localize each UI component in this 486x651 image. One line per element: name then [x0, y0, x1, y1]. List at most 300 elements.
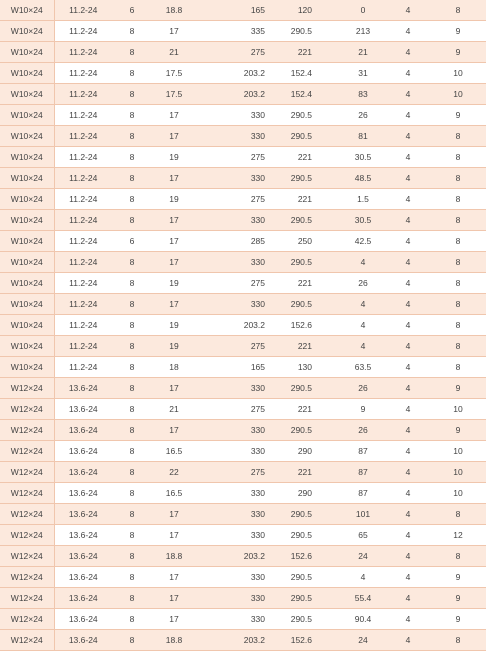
- table-cell: W12×24: [0, 462, 54, 483]
- table-cell: 87: [340, 462, 386, 483]
- table-cell: 8: [112, 546, 152, 567]
- table-row: [0, 231, 486, 252]
- table-cell: 19: [152, 315, 196, 336]
- table-cell: 221: [274, 147, 340, 168]
- table-cell: W10×24: [0, 105, 54, 126]
- table-cell: 21: [340, 42, 386, 63]
- table-cell: 63.5: [340, 357, 386, 378]
- table-cell: W12×24: [0, 378, 54, 399]
- table-cell: W12×24: [0, 441, 54, 462]
- table-row: [0, 210, 486, 231]
- table-cell: W10×24: [0, 168, 54, 189]
- table-cell: 275: [196, 336, 274, 357]
- table-cell: 290.5: [274, 609, 340, 630]
- table-row: [0, 189, 486, 210]
- table-cell: 8: [112, 609, 152, 630]
- table-cell: 8: [112, 315, 152, 336]
- table-cell: 8: [112, 42, 152, 63]
- table-cell: 55.4: [340, 588, 386, 609]
- table-cell: 13.6-24: [54, 420, 112, 441]
- table-cell: 21: [152, 42, 196, 63]
- table-cell: 22: [152, 462, 196, 483]
- table-cell: 152.4: [274, 84, 340, 105]
- table-cell: W10×24: [0, 63, 54, 84]
- table-cell: 0: [340, 0, 386, 21]
- table-cell: 8: [112, 567, 152, 588]
- table-cell: 11.2-24: [54, 105, 112, 126]
- table-cell: 290.5: [274, 588, 340, 609]
- table-row: [0, 336, 486, 357]
- table-cell: 4: [386, 210, 430, 231]
- table-cell: 8: [112, 294, 152, 315]
- table-cell: 221: [274, 336, 340, 357]
- table-cell: 4: [386, 483, 430, 504]
- table-cell: 8: [430, 273, 486, 294]
- table-cell: 4: [386, 567, 430, 588]
- table-cell: 8: [112, 378, 152, 399]
- table-cell: 4: [386, 21, 430, 42]
- table-cell: 1.5: [340, 189, 386, 210]
- table-cell: 48.5: [340, 168, 386, 189]
- table-cell: 17: [152, 567, 196, 588]
- table-row: [0, 63, 486, 84]
- table-cell: 6: [112, 231, 152, 252]
- table-row: [0, 273, 486, 294]
- table-cell: 11.2-24: [54, 336, 112, 357]
- table-cell: 9: [430, 21, 486, 42]
- table-cell: 203.2: [196, 63, 274, 84]
- table-cell: 8: [112, 189, 152, 210]
- table-cell: 330: [196, 294, 274, 315]
- table-row: [0, 126, 486, 147]
- table-cell: 120: [274, 0, 340, 21]
- table-cell: 8: [112, 336, 152, 357]
- table-cell: 30.5: [340, 147, 386, 168]
- table-row: [0, 399, 486, 420]
- table-cell: 13.6-24: [54, 546, 112, 567]
- table-cell: W10×24: [0, 84, 54, 105]
- table-cell: 8: [112, 147, 152, 168]
- table-cell: 11.2-24: [54, 126, 112, 147]
- table-cell: 18.8: [152, 630, 196, 651]
- table-cell: 4: [386, 189, 430, 210]
- table-cell: 10: [430, 399, 486, 420]
- table-cell: 8: [112, 399, 152, 420]
- table-row: [0, 546, 486, 567]
- table-cell: 4: [386, 147, 430, 168]
- table-cell: W10×24: [0, 273, 54, 294]
- table-cell: 81: [340, 126, 386, 147]
- table-cell: 4: [386, 357, 430, 378]
- table-row: [0, 441, 486, 462]
- table-cell: W12×24: [0, 399, 54, 420]
- table-cell: 10: [430, 462, 486, 483]
- table-cell: 9: [430, 567, 486, 588]
- table-cell: 26: [340, 420, 386, 441]
- table-row: [0, 105, 486, 126]
- table-cell: 290: [274, 441, 340, 462]
- table-cell: 8: [430, 294, 486, 315]
- table-row: [0, 525, 486, 546]
- table-cell: 221: [274, 42, 340, 63]
- table-cell: 13.6-24: [54, 525, 112, 546]
- table-row: [0, 504, 486, 525]
- table-cell: 330: [196, 504, 274, 525]
- table-cell: 11.2-24: [54, 147, 112, 168]
- table-cell: 4: [386, 273, 430, 294]
- table-cell: 8: [112, 420, 152, 441]
- table-cell: 8: [430, 168, 486, 189]
- table-cell: 330: [196, 483, 274, 504]
- table-cell: 330: [196, 588, 274, 609]
- table-cell: 17: [152, 210, 196, 231]
- table-cell: 4: [386, 105, 430, 126]
- table-cell: 11.2-24: [54, 42, 112, 63]
- table-cell: 17: [152, 420, 196, 441]
- table-cell: 31: [340, 63, 386, 84]
- table-cell: W12×24: [0, 420, 54, 441]
- table-cell: 17: [152, 252, 196, 273]
- table-cell: 290.5: [274, 126, 340, 147]
- table-cell: W10×24: [0, 0, 54, 21]
- table-cell: 8: [112, 210, 152, 231]
- table-cell: 19: [152, 273, 196, 294]
- table-row: [0, 294, 486, 315]
- table-cell: 8: [430, 630, 486, 651]
- table-cell: 4: [386, 504, 430, 525]
- table-cell: 221: [274, 399, 340, 420]
- table-cell: 13.6-24: [54, 378, 112, 399]
- table-cell: 4: [386, 525, 430, 546]
- table-cell: 330: [196, 126, 274, 147]
- table-row: [0, 588, 486, 609]
- table-cell: 275: [196, 189, 274, 210]
- table-cell: 8: [112, 105, 152, 126]
- table-cell: 26: [340, 105, 386, 126]
- table-cell: 87: [340, 483, 386, 504]
- table-cell: 4: [386, 399, 430, 420]
- table-cell: 13.6-24: [54, 399, 112, 420]
- table-cell: 17: [152, 105, 196, 126]
- table-cell: 290.5: [274, 252, 340, 273]
- table-cell: 17: [152, 168, 196, 189]
- table-cell: 335: [196, 21, 274, 42]
- table-cell: 8: [112, 273, 152, 294]
- table-cell: 17: [152, 504, 196, 525]
- table-cell: 8: [430, 147, 486, 168]
- table-cell: 8: [112, 630, 152, 651]
- table-cell: 11.2-24: [54, 252, 112, 273]
- table-row: [0, 21, 486, 42]
- table-cell: 8: [430, 357, 486, 378]
- table-cell: W12×24: [0, 525, 54, 546]
- table-cell: W10×24: [0, 210, 54, 231]
- table-cell: 17.5: [152, 63, 196, 84]
- table-row: [0, 462, 486, 483]
- table-cell: 9: [430, 588, 486, 609]
- table-cell: 11.2-24: [54, 273, 112, 294]
- table-cell: 4: [386, 0, 430, 21]
- table-cell: 8: [112, 525, 152, 546]
- table-cell: 275: [196, 462, 274, 483]
- table-cell: 11.2-24: [54, 189, 112, 210]
- table-cell: 4: [386, 168, 430, 189]
- table-cell: 8: [112, 21, 152, 42]
- table-cell: 17: [152, 525, 196, 546]
- table-cell: 8: [430, 546, 486, 567]
- table-cell: 165: [196, 0, 274, 21]
- table-cell: 8: [112, 462, 152, 483]
- table-cell: 330: [196, 105, 274, 126]
- table-cell: 13.6-24: [54, 588, 112, 609]
- table-cell: 330: [196, 420, 274, 441]
- table-cell: W10×24: [0, 189, 54, 210]
- table-cell: 8: [112, 84, 152, 105]
- table-cell: 290.5: [274, 504, 340, 525]
- table-cell: 4: [386, 252, 430, 273]
- table-cell: 18.8: [152, 546, 196, 567]
- table-cell: 11.2-24: [54, 84, 112, 105]
- table-cell: 221: [274, 189, 340, 210]
- table-row: [0, 630, 486, 651]
- table-cell: W10×24: [0, 336, 54, 357]
- table-cell: 8: [112, 126, 152, 147]
- table-cell: 4: [386, 126, 430, 147]
- table-row: [0, 357, 486, 378]
- table-cell: W10×24: [0, 252, 54, 273]
- table-row: [0, 147, 486, 168]
- table-row: [0, 252, 486, 273]
- table-cell: W10×24: [0, 21, 54, 42]
- table-cell: W12×24: [0, 546, 54, 567]
- table-cell: 17.5: [152, 84, 196, 105]
- table-cell: 17: [152, 21, 196, 42]
- table-cell: 19: [152, 189, 196, 210]
- table-cell: 221: [274, 273, 340, 294]
- table-cell: 4: [386, 588, 430, 609]
- table-cell: 8: [430, 231, 486, 252]
- table-cell: 17: [152, 231, 196, 252]
- table-cell: 10: [430, 441, 486, 462]
- table-cell: 90.4: [340, 609, 386, 630]
- table-cell: 4: [386, 609, 430, 630]
- table-cell: 13.6-24: [54, 441, 112, 462]
- table-cell: 17: [152, 294, 196, 315]
- table-cell: 290.5: [274, 210, 340, 231]
- table-cell: 19: [152, 336, 196, 357]
- table-cell: W10×24: [0, 126, 54, 147]
- table-cell: 13.6-24: [54, 609, 112, 630]
- table-cell: 9: [430, 609, 486, 630]
- table-cell: 275: [196, 42, 274, 63]
- table-cell: 16.5: [152, 441, 196, 462]
- table-cell: 275: [196, 399, 274, 420]
- table-cell: W10×24: [0, 294, 54, 315]
- table-cell: W12×24: [0, 609, 54, 630]
- table-cell: 152.6: [274, 630, 340, 651]
- table-cell: 8: [112, 357, 152, 378]
- table-cell: 12: [430, 525, 486, 546]
- table-cell: 8: [430, 189, 486, 210]
- table-cell: 21: [152, 399, 196, 420]
- table-cell: 18: [152, 357, 196, 378]
- table-cell: 9: [430, 420, 486, 441]
- table-cell: 330: [196, 168, 274, 189]
- table-cell: 203.2: [196, 630, 274, 651]
- table-cell: 290.5: [274, 294, 340, 315]
- table-cell: 275: [196, 273, 274, 294]
- table-cell: 65: [340, 525, 386, 546]
- table-cell: 4: [386, 630, 430, 651]
- table-cell: 290.5: [274, 21, 340, 42]
- table-cell: 290.5: [274, 168, 340, 189]
- table-cell: 8: [112, 504, 152, 525]
- table-cell: 4: [386, 546, 430, 567]
- table-cell: 8: [430, 315, 486, 336]
- table-cell: 250: [274, 231, 340, 252]
- table-cell: 9: [430, 105, 486, 126]
- table-cell: 290.5: [274, 105, 340, 126]
- table-cell: 11.2-24: [54, 21, 112, 42]
- table-cell: 330: [196, 210, 274, 231]
- table-cell: 290: [274, 483, 340, 504]
- table-cell: 26: [340, 378, 386, 399]
- table-cell: 8: [112, 168, 152, 189]
- table-row: [0, 315, 486, 336]
- table-cell: W10×24: [0, 42, 54, 63]
- table-cell: 17: [152, 126, 196, 147]
- table-cell: 8: [112, 63, 152, 84]
- table-cell: 285: [196, 231, 274, 252]
- table-cell: 213: [340, 21, 386, 42]
- table-row: [0, 483, 486, 504]
- table-cell: 9: [430, 378, 486, 399]
- table-cell: 221: [274, 462, 340, 483]
- table-cell: 330: [196, 441, 274, 462]
- table-cell: 11.2-24: [54, 210, 112, 231]
- table-cell: 101: [340, 504, 386, 525]
- table-cell: 4: [340, 294, 386, 315]
- table-cell: 152.4: [274, 63, 340, 84]
- table-cell: 4: [386, 231, 430, 252]
- table-cell: 10: [430, 483, 486, 504]
- table-cell: 10: [430, 84, 486, 105]
- table-cell: 24: [340, 630, 386, 651]
- table-cell: 152.6: [274, 546, 340, 567]
- table-cell: 19: [152, 147, 196, 168]
- table-row: [0, 42, 486, 63]
- table-cell: 290.5: [274, 420, 340, 441]
- table-cell: 8: [112, 441, 152, 462]
- table-cell: 13.6-24: [54, 567, 112, 588]
- table-cell: 4: [386, 378, 430, 399]
- table-cell: 4: [386, 315, 430, 336]
- table-cell: 290.5: [274, 567, 340, 588]
- table-cell: 13.6-24: [54, 630, 112, 651]
- table-cell: 11.2-24: [54, 315, 112, 336]
- table-cell: 26: [340, 273, 386, 294]
- table-cell: 4: [340, 567, 386, 588]
- table-row: [0, 0, 486, 21]
- table-cell: 11.2-24: [54, 0, 112, 21]
- table-cell: 4: [386, 441, 430, 462]
- table-cell: 13.6-24: [54, 504, 112, 525]
- table-cell: W12×24: [0, 504, 54, 525]
- table-cell: 203.2: [196, 315, 274, 336]
- table-cell: 8: [430, 210, 486, 231]
- table-cell: W10×24: [0, 357, 54, 378]
- table-cell: 87: [340, 441, 386, 462]
- table-cell: 9: [430, 42, 486, 63]
- table-cell: 275: [196, 147, 274, 168]
- table-row: [0, 609, 486, 630]
- table-cell: 8: [112, 483, 152, 504]
- table-cell: 4: [386, 462, 430, 483]
- table-cell: 16.5: [152, 483, 196, 504]
- table-cell: 4: [386, 294, 430, 315]
- table-cell: 11.2-24: [54, 168, 112, 189]
- table-cell: 11.2-24: [54, 231, 112, 252]
- table-cell: 10: [430, 63, 486, 84]
- table-cell: 330: [196, 378, 274, 399]
- table-cell: 130: [274, 357, 340, 378]
- table-cell: 330: [196, 252, 274, 273]
- table-cell: 30.5: [340, 210, 386, 231]
- table-cell: 290.5: [274, 525, 340, 546]
- table-cell: W10×24: [0, 315, 54, 336]
- table-cell: 4: [340, 315, 386, 336]
- table-row: [0, 378, 486, 399]
- table-cell: 17: [152, 378, 196, 399]
- table-row: [0, 420, 486, 441]
- table-cell: 330: [196, 525, 274, 546]
- table-cell: W12×24: [0, 588, 54, 609]
- table-cell: 11.2-24: [54, 294, 112, 315]
- table-cell: 4: [340, 252, 386, 273]
- table-row: [0, 84, 486, 105]
- table-row: [0, 567, 486, 588]
- table-cell: 165: [196, 357, 274, 378]
- table-cell: 42.5: [340, 231, 386, 252]
- table-cell: 11.2-24: [54, 357, 112, 378]
- table-cell: 203.2: [196, 546, 274, 567]
- table-cell: W12×24: [0, 483, 54, 504]
- table-cell: 13.6-24: [54, 462, 112, 483]
- table-cell: 8: [112, 588, 152, 609]
- table-cell: 17: [152, 609, 196, 630]
- table-cell: 4: [386, 84, 430, 105]
- table-row: [0, 168, 486, 189]
- table-cell: 8: [430, 0, 486, 21]
- table-cell: 24: [340, 546, 386, 567]
- table-cell: 8: [430, 252, 486, 273]
- table-cell: 203.2: [196, 84, 274, 105]
- table-cell: 4: [340, 336, 386, 357]
- table-cell: 11.2-24: [54, 63, 112, 84]
- table-cell: 8: [430, 336, 486, 357]
- table-cell: 4: [386, 420, 430, 441]
- table-cell: 4: [386, 63, 430, 84]
- table-cell: W12×24: [0, 630, 54, 651]
- table-cell: 18.8: [152, 0, 196, 21]
- table-cell: 9: [340, 399, 386, 420]
- table-cell: 290.5: [274, 378, 340, 399]
- table-cell: 330: [196, 609, 274, 630]
- table-cell: 330: [196, 567, 274, 588]
- table-cell: W12×24: [0, 567, 54, 588]
- table-cell: 8: [430, 126, 486, 147]
- table-cell: 17: [152, 588, 196, 609]
